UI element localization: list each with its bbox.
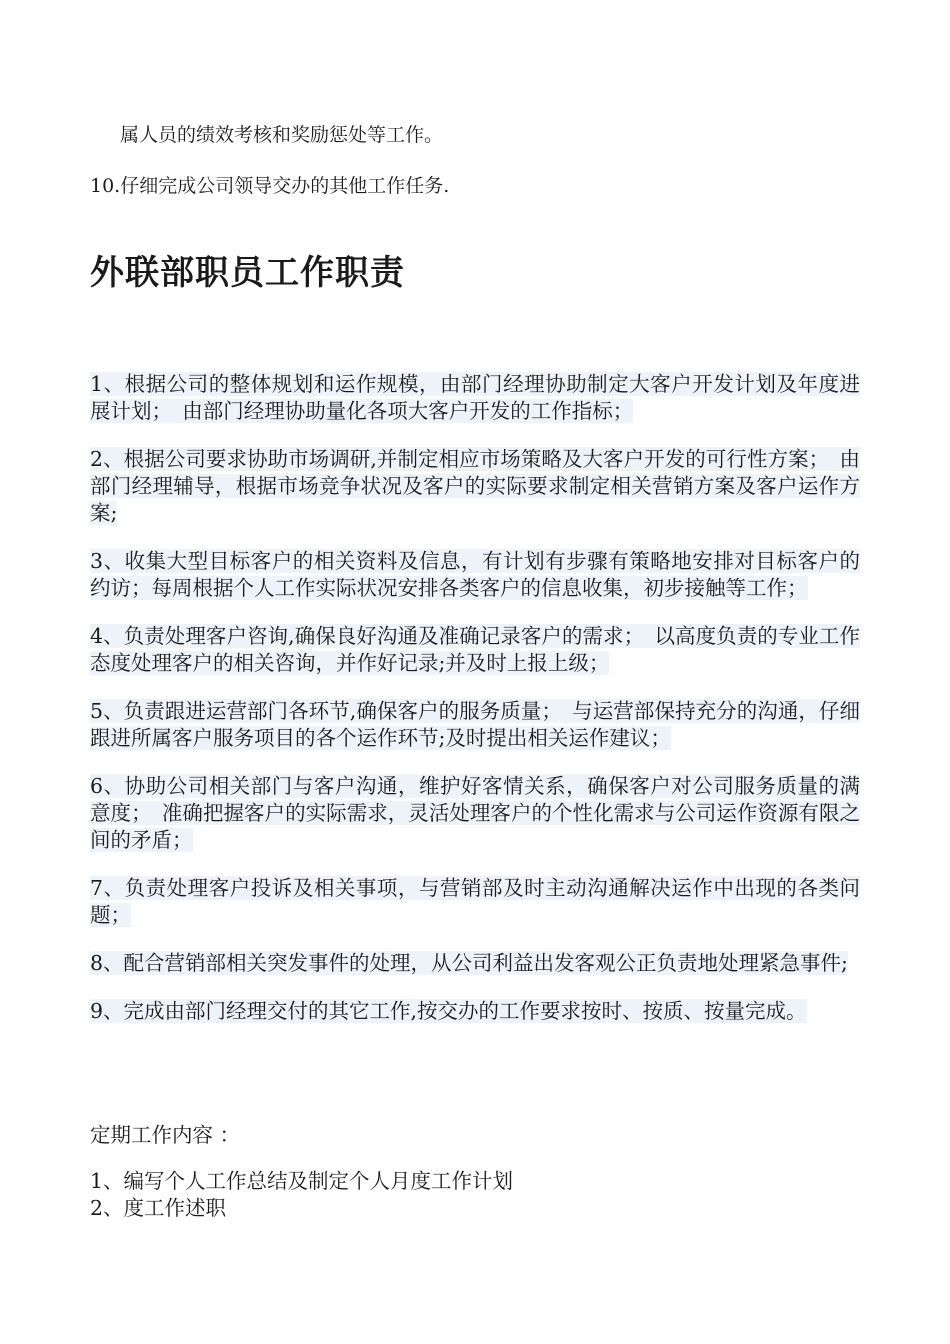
duty-text: 8、配合营销部相关突发事件的处理，从公司利益出发客观公正负责地处理紧急事件; <box>90 951 848 975</box>
section-heading: 外联部职员工作职责 <box>90 253 405 293</box>
periodic-work-title: 定期工作内容 ： <box>90 1123 241 1147</box>
duty-item-1 <box>90 371 860 425</box>
duty-text: 3、收集大型目标客户的相关资料及信息，有计划有步骤有策略地安排对目标客户的约访；每周根据个人工作实际状况安排各类客户的信息收集，初步接触等工作； <box>90 549 860 600</box>
duty-item-6 <box>90 773 860 854</box>
periodic-work-item-1: 1、编写个人工作总结及制定个人月度工作计划 <box>90 1169 514 1193</box>
list-item-10: 10.仔细完成公司领导交办的其他工作任务. <box>90 175 450 197</box>
duty-text: 5、负责跟进运营部门各环节,确保客户的服务质量； 与运营部保持充分的沟通，仔细跟进所属客户服务项目的各个运作环节;及时提出相关运作建议； <box>90 699 860 750</box>
duty-item-9 <box>90 998 860 1025</box>
duty-item-4 <box>90 623 860 677</box>
duty-text: 9、完成由部门经理交付的其它工作,按交办的工作要求按时、按质、按量完成。 <box>90 999 807 1023</box>
duty-item-2 <box>90 446 860 527</box>
duty-text: 2、根据公司要求协助市场调研,并制定相应市场策略及大客户开发的可行性方案； 由部门经理辅导，根据市场竞争状况及客户的实际要求制定相关营销方案及客户运作方案; <box>90 447 860 525</box>
duty-text: 1、根据公司的整体规划和运作规模，由部门经理协助制定大客户开发计划及年度进展计划； 由部门经理协助量化各项大客户开发的工作指标； <box>90 372 860 423</box>
continued-paragraph-line: 属人员的绩效考核和奖励惩处等工作。 <box>120 124 444 146</box>
duty-item-5 <box>90 698 860 752</box>
duty-text: 4、负责处理客户咨询,确保良好沟通及准确记录客户的需求； 以高度负责的专业工作态度处理客户的相关咨询，并作好记录;并及时上报上级； <box>90 624 860 675</box>
duty-text: 6、协助公司相关部门与客户沟通，维护好客情关系，确保客户对公司服务质量的满意度； 准确把握客户的实际需求，灵活处理客户的个性化需求与公司运作资源有限之间的矛盾； <box>90 774 860 852</box>
duties-list <box>90 371 860 1046</box>
duty-text: 7、负责处理客户投诉及相关事项，与营销部及时主动沟通解决运作中出现的各类问题； <box>90 876 860 927</box>
duty-item-3 <box>90 548 860 602</box>
periodic-work-item-2: 2、度工作述职 <box>90 1196 227 1220</box>
duty-item-8 <box>90 950 860 977</box>
duty-item-7 <box>90 875 860 929</box>
periodic-work-section <box>90 1122 860 1222</box>
